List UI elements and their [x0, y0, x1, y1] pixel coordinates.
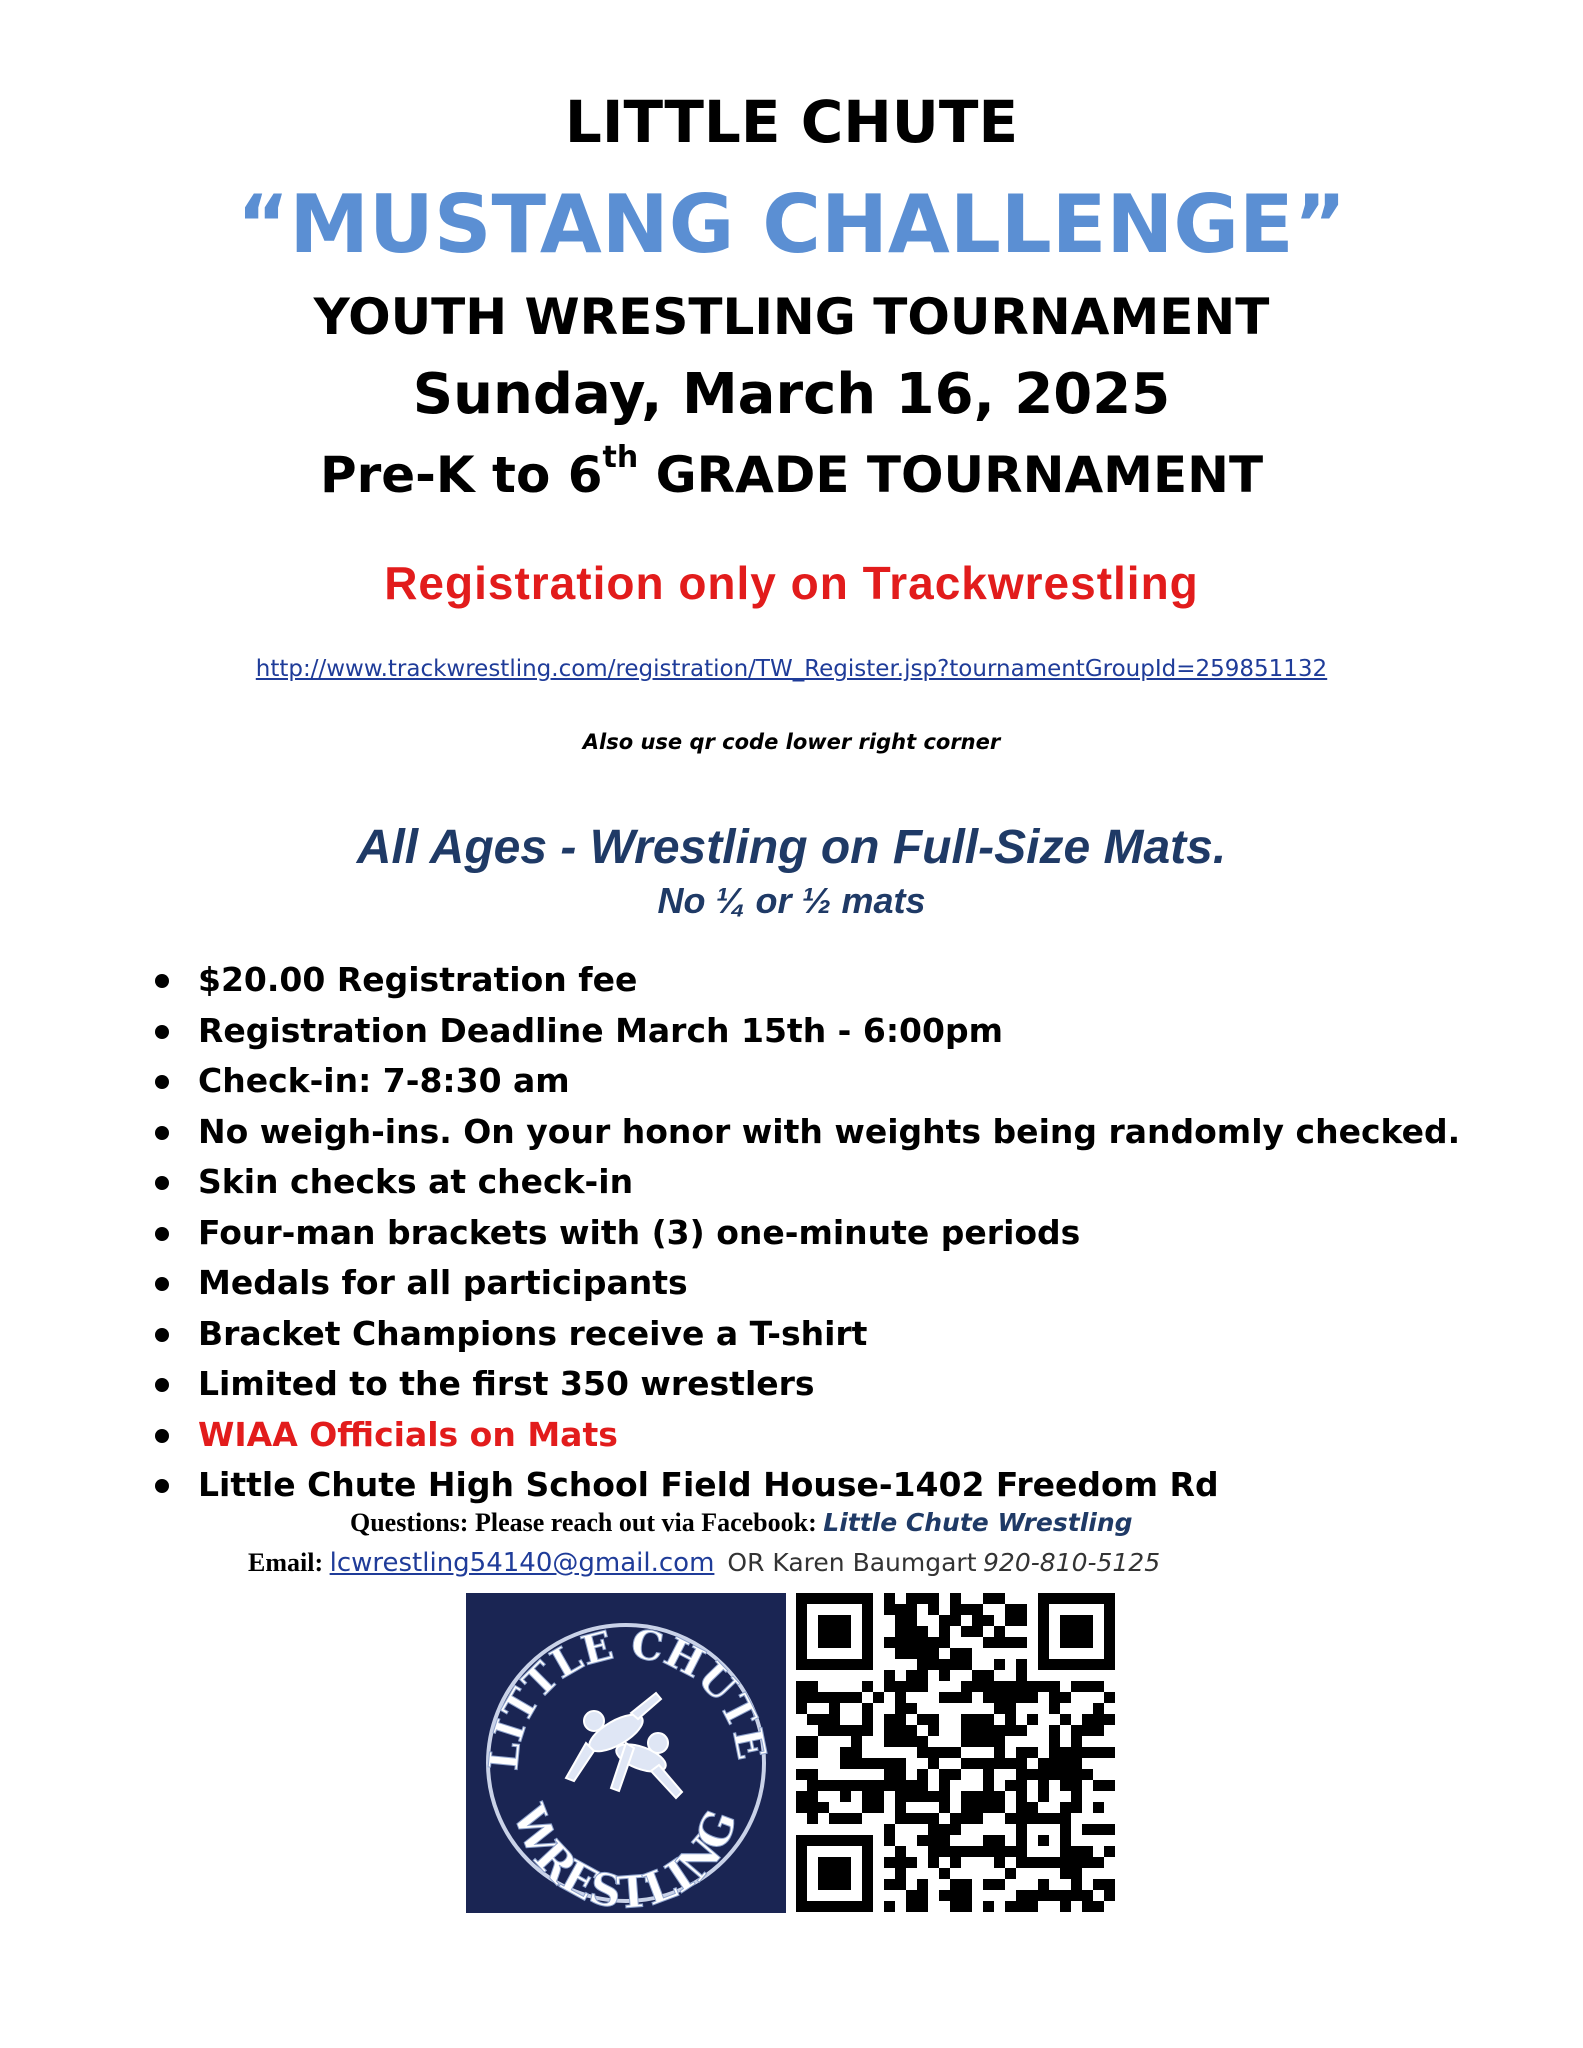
phone-number: 920-810-5125 [983, 1548, 1161, 1577]
email-link[interactable]: lcwrestling54140@gmail.com [329, 1548, 715, 1578]
registration-qr-code[interactable] [796, 1593, 1116, 1913]
list-item: Medals for all participants [150, 1258, 1460, 1309]
team-logo [466, 1593, 786, 1913]
questions-colon: : [808, 1508, 817, 1537]
list-item: Registration Deadline March 15th - 6:00pm [150, 1006, 1460, 1057]
title-line-1: LITTLE CHUTE [564, 88, 1019, 156]
grade-range-sup: th [602, 440, 639, 475]
list-item: Check-in: 7-8:30 am [150, 1056, 1460, 1107]
list-item: Skin checks at check-in [150, 1157, 1460, 1208]
logo-bottom-text: WRESTLING [502, 1798, 748, 1913]
list-item: No weigh-ins. On your honor with weights being randomly checked. [150, 1107, 1460, 1158]
event-date: Sunday, March 16, 2025 [412, 362, 1171, 427]
grade-range-pre: Pre-K to 6 [319, 446, 603, 504]
details-list [150, 955, 1460, 1511]
grade-range [0, 440, 1583, 504]
title-line-3: YOUTH WRESTLING TOURNAMENT [313, 288, 1270, 346]
mats-subheading: No ¼ or ½ mats [657, 880, 926, 921]
or-contact: OR Karen Baumgart [727, 1548, 977, 1577]
qr-code-icon [796, 1593, 1116, 1913]
registration-heading: Registration only on Trackwrestling [384, 557, 1199, 609]
questions-line [350, 1508, 1133, 1538]
email-label: Email: [248, 1548, 324, 1577]
logo-top-text: LITTLE CHUTE [480, 1620, 776, 1773]
questions-label: Questions: Please reach out via Facebook [350, 1508, 809, 1537]
list-item: Little Chute High School Field House-1402 Freedom Rd [150, 1460, 1460, 1511]
grade-range-post: GRADE TOURNAMENT [638, 446, 1264, 504]
list-item-officials: WIAA Officials on Mats [150, 1410, 1460, 1461]
list-item: Bracket Champions receive a T-shirt [150, 1309, 1460, 1360]
svg-text:WRESTLING [502, 1797, 748, 1913]
list-item: Four-man brackets with (3) one-minute periods [150, 1208, 1460, 1259]
registration-link[interactable]: http://www.trackwrestling.com/registration/TW_Register.jsp?tournamentGroupId=259851132 [255, 656, 1328, 682]
list-item: $20.00 Registration fee [150, 955, 1460, 1006]
event-name: “MUSTANG CHALLENGE” [236, 178, 1347, 271]
list-item: Limited to the first 350 wrestlers [150, 1359, 1460, 1410]
email-line [248, 1548, 1160, 1578]
qr-note: Also use qr code lower right corner [582, 730, 1001, 754]
facebook-name: Little Chute Wrestling [823, 1508, 1133, 1537]
wrestling-logo-icon [466, 1593, 786, 1913]
mats-heading: All Ages - Wrestling on Full-Size Mats. [356, 821, 1227, 874]
